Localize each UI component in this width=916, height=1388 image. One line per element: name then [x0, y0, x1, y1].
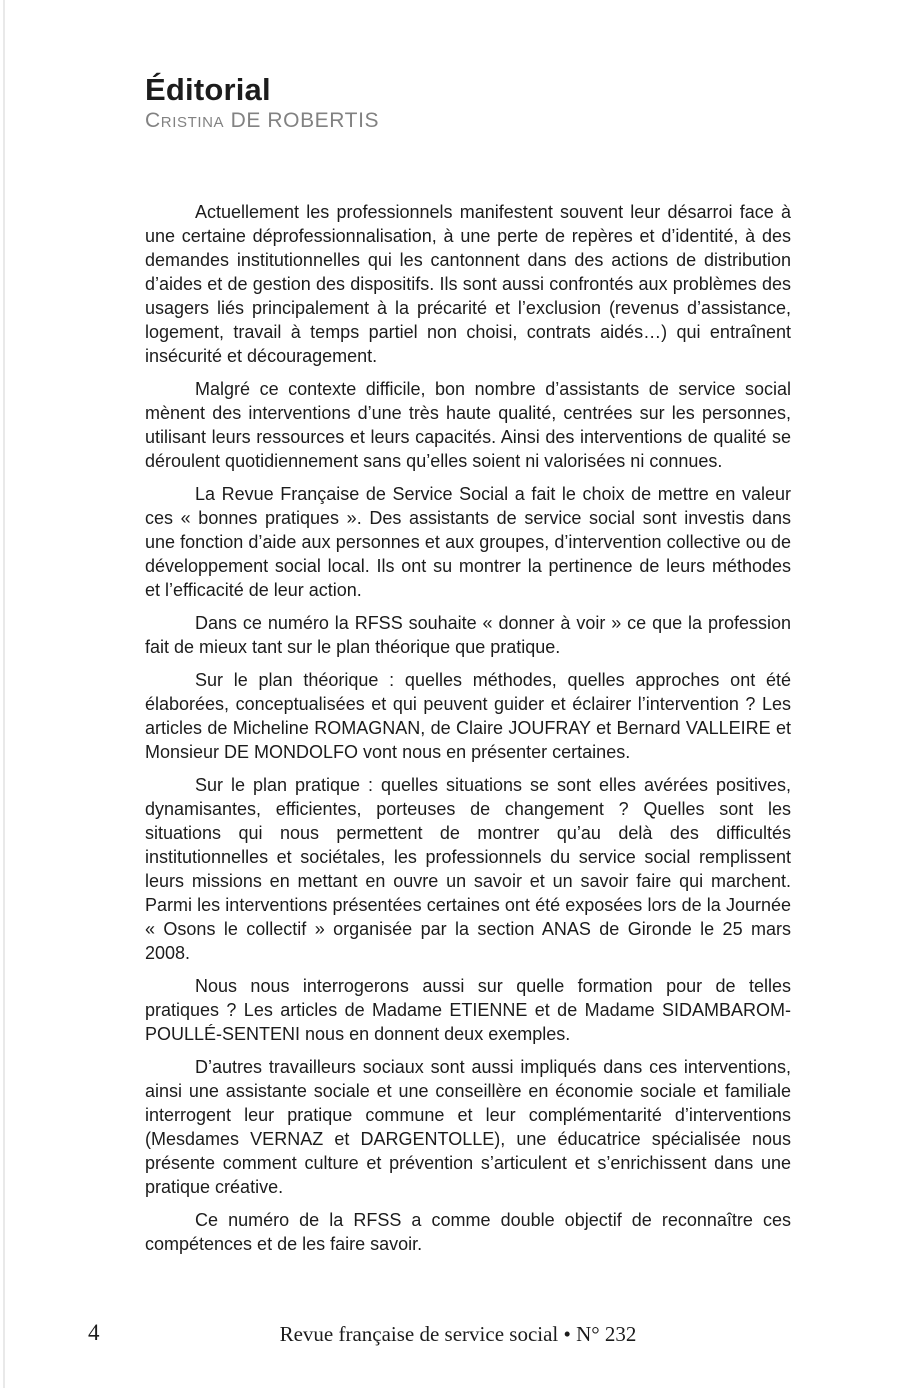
author-name: Cristina DE ROBERTIS [145, 108, 380, 132]
paragraph: Ce numéro de la RFSS a comme double objectif de reconnaître ces compétences et de les faire savoir. [145, 1210, 791, 1254]
paragraph: D’autres travailleurs sociaux sont aussi impliqués dans ces interventions, ainsi une assistante sociale et une conseillère en économie sociale et familiale interrogent leur pratique commune et leur complémentarité d’interventions (Mesdames VERNAZ et DARGENTOLLE), une éducatrice spécialisée nous présente comment culture et prévention s’articulent et s’enrichissent dans une pratique créative. [145, 1057, 791, 1197]
paragraph: Actuellement les professionnels manifestent souvent leur désarroi face à une certaine déprofessionnalisation, à une perte de repères et d’identité, à des demandes institutionnelles qui les cantonnent dans des actions de distribution d’aides et de gestion des dispositifs. Ils sont aussi confrontés aux problèmes des usagers liés principalement à la précarité et l’exclusion (revenus d’assistance, logement, travail à temps partiel non choisi, contrats aidés…) qui entraînent insécurité et découragement. [145, 202, 791, 366]
paragraph: Sur le plan théorique : quelles méthodes, quelles approches ont été élaborées, conceptualisées et qui peuvent guider et éclairer l’intervention ? Les articles de Micheline ROMAGNAN, de Claire JOUFRAY et Bernard VALLEIRE et Monsieur DE MONDOLFO vont nous en présenter certaines. [145, 670, 791, 762]
page-title: Éditorial [145, 72, 271, 107]
scan-edge-artifact [3, 0, 5, 1388]
paragraph: La Revue Française de Service Social a fait le choix de mettre en valeur ces « bonnes pratiques ». Des assistants de service social sont investis dans une fonction d’aide aux personnes et aux groupes, d’intervention collective ou de développement social local. Ils ont su montrer la pertinence de leurs méthodes et l’efficacité de leur action. [145, 484, 791, 600]
paragraph: Sur le plan pratique : quelles situations se sont elles avérées positives, dynamisantes, efficientes, porteuses de changement ? Quelles sont les situations qui nous permettent de montrer qu’au delà des difficultés institutionnelles et sociétales, les professionnels du service social remplissent leurs missions en mettant en ouvre un savoir et un savoir faire qui marchent. Parmi les interventions présentées certaines ont été exposées lors de la Journée « Osons le collectif » organisée par la section ANAS de Gironde le 25 mars 2008. [145, 775, 791, 963]
paragraph: Dans ce numéro la RFSS souhaite « donner à voir » ce que la profession fait de mieux tant sur le plan théorique que pratique. [145, 613, 791, 657]
paragraph: Nous nous interrogerons aussi sur quelle formation pour de telles pratiques ? Les articles de Madame ETIENNE et de Madame SIDAMBAROM-POULLÉ-SENTENI nous en donnent deux exemples. [145, 976, 791, 1044]
paragraph: Malgré ce contexte difficile, bon nombre d’assistants de service social mènent des interventions d’une très haute qualité, centrées sur les personnes, utilisant leurs ressources et leurs capacités. Ainsi des interventions de qualité se déroulent quotidiennement sans qu’elles soient ni valorisées ni connues. [145, 379, 791, 471]
footer-page-number: 4 [88, 1320, 100, 1345]
masthead [145, 72, 379, 133]
footer-journal-title: Revue française de service social • N° 232 [279, 1322, 637, 1346]
editorial-body [145, 200, 791, 1265]
